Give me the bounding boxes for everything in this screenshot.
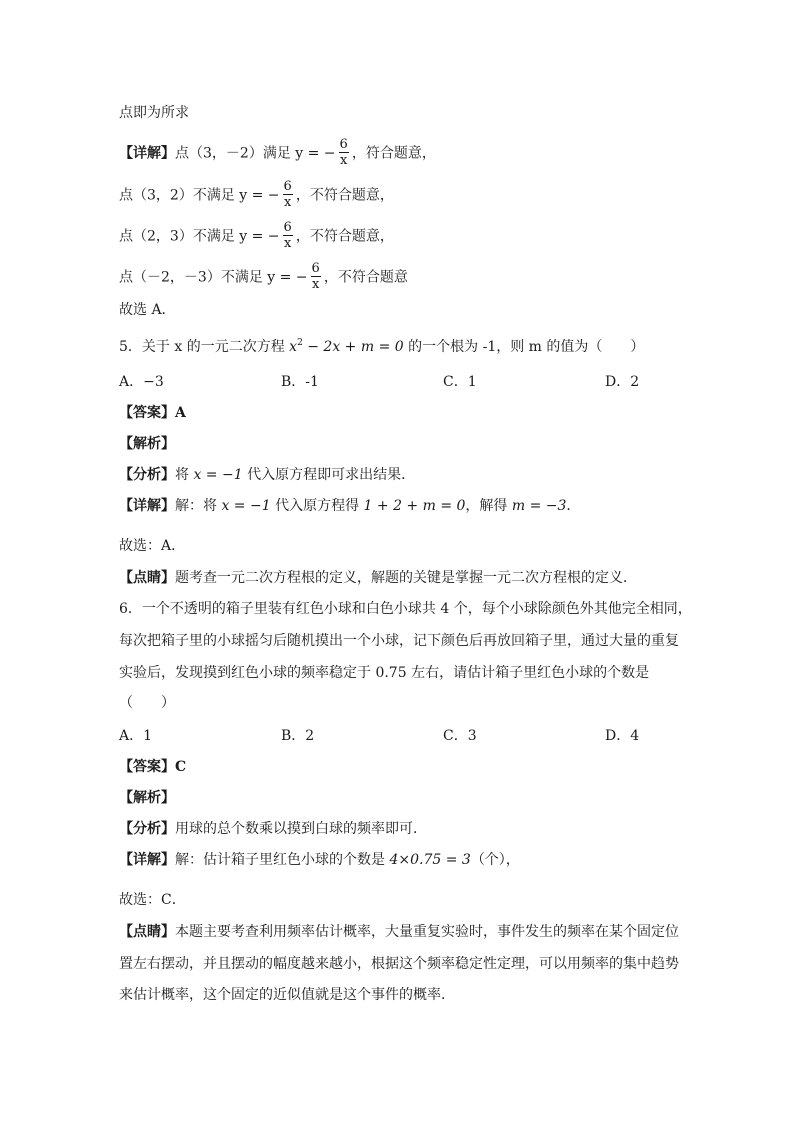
q6-stem-line-2: 每次把箱子里的小球摇匀后随机摸出一个小球，记下颜色后再放回箱子里，通过大量的重复 bbox=[119, 633, 679, 649]
q6-stem-line-3: 实验后，发现摸到红色小球的频率稳定于 0.75 左右，请估计箱子里红色小球的个数是 bbox=[119, 665, 650, 681]
q5-dianjing: 【点睛】题考查一元二次方程根的定义，解题的关键是掌握一元二次方程根的定义． bbox=[119, 570, 637, 586]
q4-detail-line-2: 点（3，2）不满足 y = − $\frac{6}{x}$ ，不符合题意， bbox=[119, 179, 394, 210]
detail-tag: 【详解】 bbox=[119, 145, 175, 162]
q6-dianjing-line-3: 来估计概率，这个固定的近似值就是这个事件的概率． bbox=[119, 987, 455, 1003]
fraction: $\frac{6}{x}$ bbox=[283, 179, 292, 210]
q4-detail-line-1: 【详解】点（3，－2）满足 y = − $\frac{6}{x}$ ，符合题意， bbox=[119, 137, 436, 168]
q5-option-a: A．−3 bbox=[119, 374, 164, 390]
q5-fenxi: 【分析】将 x = −1 代入原方程即可求出结果． bbox=[119, 467, 416, 483]
q6-stem-line-4: （ ） bbox=[119, 695, 175, 711]
q5-stem: 5．关于 x 的一元二次方程 $x^2 - 2x + m = 0$ 的一个根为 -1，则 m 的值为（ ） bbox=[119, 338, 645, 355]
q4-choose: 故选 A． bbox=[119, 302, 176, 318]
fraction: $\frac{6}{x}$ bbox=[339, 137, 348, 168]
q6-option-a: A．1 bbox=[119, 728, 153, 744]
q4-detail-line-4: 点（－2，－3）不满足 y = − $\frac{6}{x}$ ，不符合题意 bbox=[119, 261, 408, 292]
q5-detail: 【详解】解：将 x = −1 代入原方程得 1 + 2 + m = 0，解得 m = −3． bbox=[119, 498, 581, 514]
q5-option-b: B．-1 bbox=[281, 374, 319, 390]
fraction: $\frac{6}{x}$ bbox=[311, 261, 320, 292]
q5-analysis-tag: 【解析】 bbox=[119, 436, 175, 452]
q4-detail-line-3: 点（2，3）不满足 y = − $\frac{6}{x}$ ，不符合题意， bbox=[119, 220, 394, 251]
q6-option-c: C．3 bbox=[443, 728, 477, 744]
q6-option-d: D．4 bbox=[605, 728, 640, 744]
fraction: $\frac{6}{x}$ bbox=[283, 220, 292, 251]
q6-dianjing-line-1: 【点睛】本题主要考查利用频率估计概率，大量重复实验时，事件发生的频率在某个固定位 bbox=[119, 924, 679, 940]
q6-option-b: B．2 bbox=[281, 728, 315, 744]
q5-answer: 【答案】A bbox=[119, 405, 186, 421]
q5-option-d: D．2 bbox=[605, 374, 640, 390]
q6-choose: 故选：C． bbox=[119, 892, 186, 908]
q6-dianjing-line-2: 置左右摆动，并且摆动的幅度越来越小，根据这个频率稳定性定理，可以用频率的集中趋势 bbox=[119, 956, 679, 972]
q5-choose: 故选：A． bbox=[119, 538, 186, 554]
q6-stem-line-1: 6．一个不透明的箱子里装有红色小球和白色小球共 4 个，每个小球除颜色外其他完全相同， bbox=[119, 601, 692, 617]
q6-fenxi: 【分析】用球的总个数乘以摸到白球的频率即可． bbox=[119, 821, 427, 837]
q6-analysis-tag: 【解析】 bbox=[119, 790, 175, 806]
intro-line: 点即为所求 bbox=[119, 105, 189, 121]
q6-detail: 【详解】解：估计箱子里红色小球的个数是 4×0.75 = 3（个）， bbox=[119, 852, 520, 868]
q6-answer: 【答案】C bbox=[119, 759, 187, 775]
q5-option-c: C．1 bbox=[443, 374, 477, 390]
